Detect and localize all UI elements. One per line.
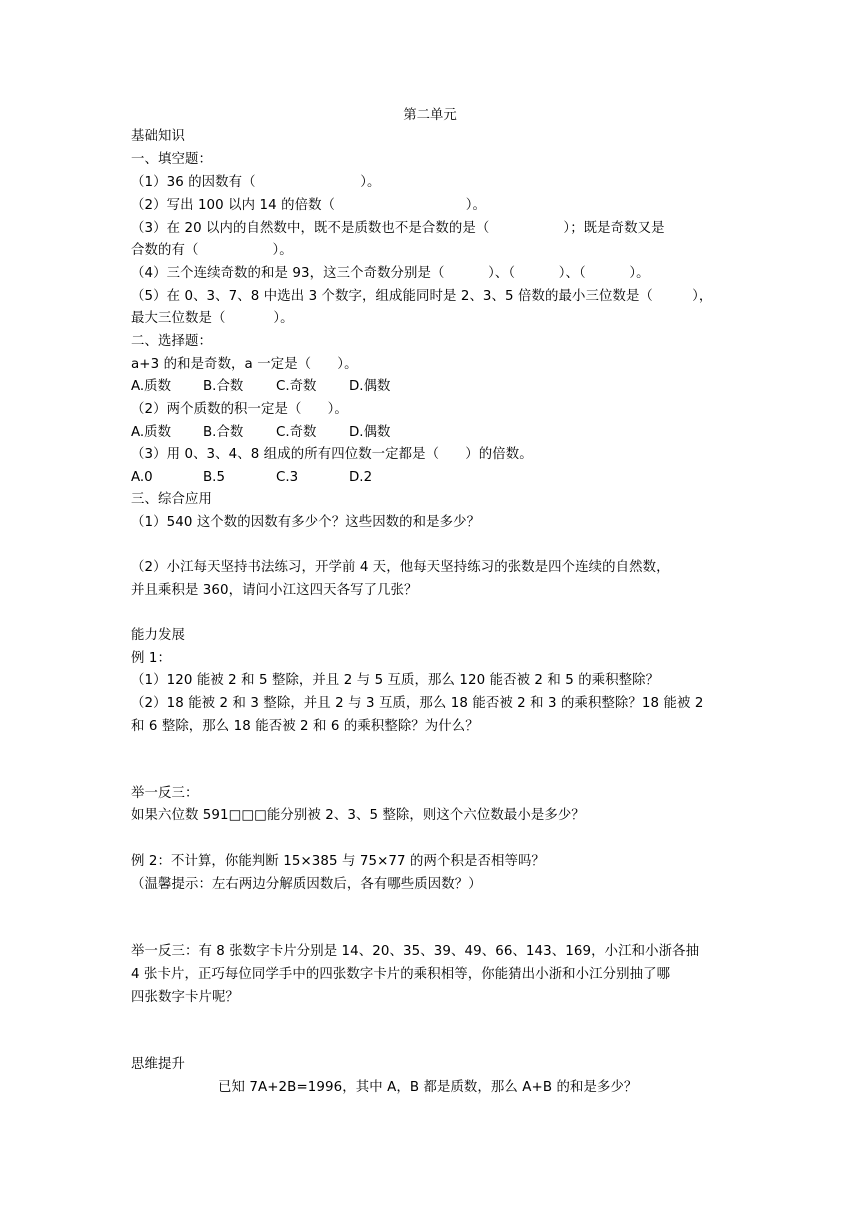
- example1-q1: （1）120 能被 2 和 5 整除，并且 2 与 5 互质，那么 120 能否被 2 和 5 的乘积整除？: [131, 673, 660, 688]
- practice1-question: 如果六位数 591□□□能分别被 2、3、5 整除，则这个六位数最小是多少？: [131, 808, 585, 823]
- practice2-line3: 四张数字卡片呢？: [131, 990, 239, 1005]
- choice-q3: （3）用 0、3、4、8 组成的所有四位数一定都是（ ）的倍数。: [131, 447, 533, 462]
- fill-blank-heading: 一、填空题：: [131, 152, 212, 167]
- choice-option: D.2: [349, 470, 373, 485]
- fill-q2: （2）写出 100 以内 14 的倍数（ ）。: [131, 198, 487, 213]
- application-heading: 三、综合应用: [131, 492, 212, 507]
- practice2-line1: 举一反三：有 8 张数字卡片分别是 14、20、35、39、49、66、143、169，小江和小浙各抽: [131, 944, 700, 959]
- choice-option: A.0: [131, 470, 153, 485]
- choice-q2-options: [131, 424, 390, 442]
- choice-option: B.合数: [203, 425, 244, 440]
- choice-option: D.偶数: [349, 379, 391, 394]
- example1-label: 例 1：: [131, 651, 171, 666]
- choice-q3-options: [131, 469, 372, 487]
- example2-question: 例 2：不计算，你能判断 15×385 与 75×77 的两个积是否相等吗？: [131, 854, 545, 869]
- choice-option: C.3: [276, 470, 299, 485]
- example2-hint: （温馨提示：左右两边分解质因数后，各有哪些质因数？）: [131, 877, 482, 892]
- choice-q1-options: [131, 378, 390, 396]
- fill-q1: （1）36 的因数有（ ）。: [131, 175, 381, 190]
- example1-q2-line1: （2）18 能被 2 和 3 整除，并且 2 与 3 互质，那么 18 能否被 2 和 3 的乘积整除？18 能被 2: [131, 696, 704, 711]
- choice-option: D.偶数: [349, 425, 391, 440]
- fill-q3-line2: 合数的有（ ）。: [131, 243, 293, 258]
- choice-option: B.5: [203, 470, 225, 485]
- choice-option: C.奇数: [276, 379, 317, 394]
- example1-q2-line2: 和 6 整除，那么 18 能否被 2 和 6 的乘积整除？为什么？: [131, 719, 479, 734]
- choice-option: C.奇数: [276, 425, 317, 440]
- thinking-problem: 已知 7A+2B=1996，其中 A，B 都是质数，那么 A+B 的和是多少？: [218, 1080, 638, 1095]
- choice-q2: （2）两个质数的积一定是（ ）。: [131, 402, 348, 417]
- choice-heading: 二、选择题：: [131, 334, 212, 349]
- practice1-heading: 举一反三：: [131, 786, 199, 801]
- choice-option: B.合数: [203, 379, 244, 394]
- application-q2-line1: （2）小江每天坚持书法练习，开学前 4 天，他每天坚持练习的张数是四个连续的自然数，: [131, 560, 670, 575]
- choice-option: A.质数: [131, 425, 171, 440]
- fill-q3-line1: （3）在 20 以内的自然数中，既不是质数也不是合数的是（ ）；既是奇数又是: [131, 221, 665, 236]
- choice-q1: a+3 的和是奇数，a 一定是（ ）。: [131, 357, 358, 372]
- page-title: 第二单元: [403, 108, 457, 123]
- application-q2-line2: 并且乘积是 360，请问小江这四天各写了几张？: [131, 583, 418, 598]
- fill-q5-line1: （5）在 0、3、7、8 中选出 3 个数字，组成能同时是 2、3、5 倍数的最小三位数是（ ），: [131, 289, 713, 304]
- choice-option: A.质数: [131, 379, 171, 394]
- section-heading-ability: 能力发展: [131, 628, 185, 643]
- fill-q5-line2: 最大三位数是（ ）。: [131, 311, 294, 326]
- fill-q4: （4）三个连续奇数的和是 93，这三个奇数分别是（ ）、（ ）、（ ）。: [131, 266, 650, 281]
- practice2-line2: 4 张卡片，正巧每位同学手中的四张数字卡片的乘积相等，你能猜出小浙和小江分别抽了哪: [131, 967, 671, 982]
- section-heading-thinking: 思维提升: [131, 1057, 185, 1072]
- section-heading-basics: 基础知识: [131, 129, 185, 144]
- application-q1: （1）540 这个数的因数有多少个？这些因数的和是多少？: [131, 515, 481, 530]
